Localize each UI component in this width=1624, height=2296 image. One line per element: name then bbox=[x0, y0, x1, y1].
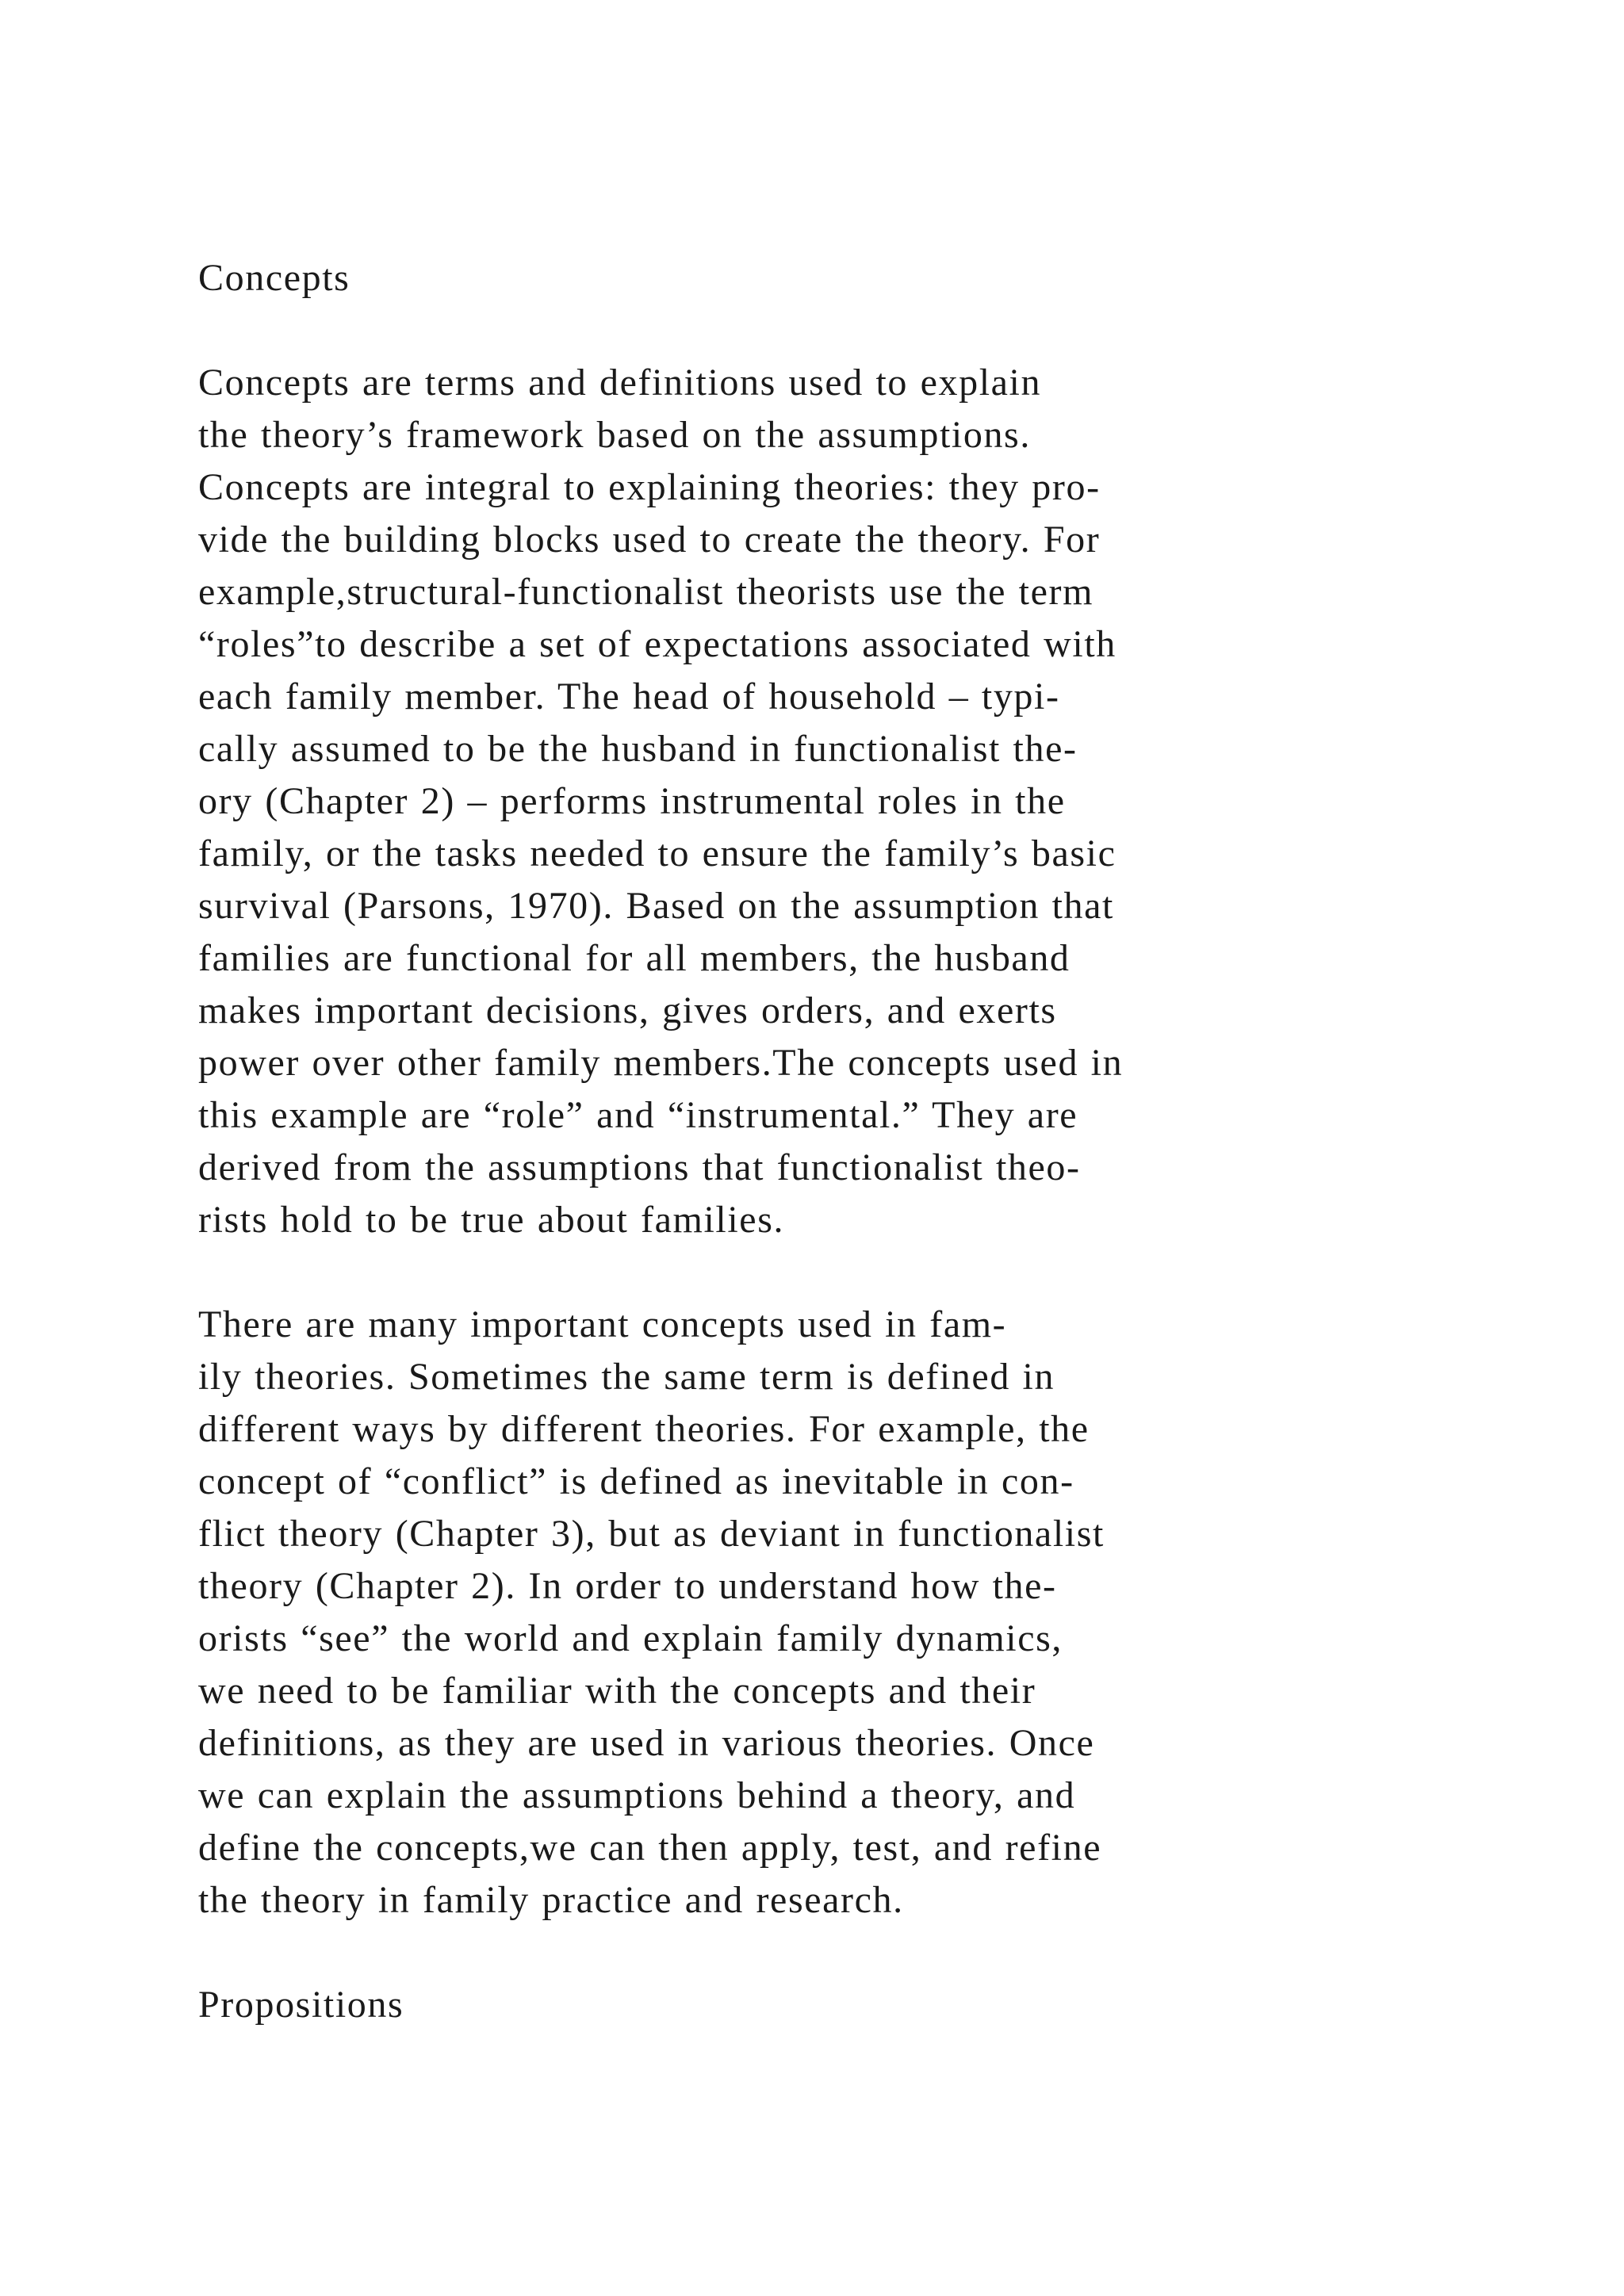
text-line: family, or the tasks needed to ensure the family’s basic bbox=[198, 832, 1116, 874]
text-line: each family member. The head of household – typi- bbox=[198, 675, 1060, 718]
text-line: rists hold to be true about families. bbox=[198, 1199, 785, 1241]
text-line: this example are “role” and “instrumental.” They are bbox=[198, 1094, 1078, 1136]
text-line: concept of “conflict” is defined as inevitable in con- bbox=[198, 1460, 1074, 1502]
text-line: cally assumed to be the husband in functionalist the- bbox=[198, 728, 1078, 770]
text-line: families are functional for all members, the husband bbox=[198, 937, 1071, 979]
text-line: derived from the assumptions that functionalist theo- bbox=[198, 1146, 1081, 1188]
text-line: power over other family members.The concepts used in bbox=[198, 1042, 1124, 1084]
text-line: survival (Parsons, 1970). Based on the assumption that bbox=[198, 885, 1114, 927]
text-line: the theory in family practice and research. bbox=[198, 1879, 904, 1921]
paragraph-gap bbox=[198, 304, 1546, 357]
text-line: ory (Chapter 2) – performs instrumental roles in the bbox=[198, 780, 1066, 822]
paragraph-concepts-definition bbox=[198, 357, 1546, 1246]
text-line: theory (Chapter 2). In order to understand how the- bbox=[198, 1565, 1057, 1607]
section-heading-concepts: Concepts bbox=[198, 257, 350, 299]
text-line: Concepts are integral to explaining theories: they pro- bbox=[198, 466, 1101, 508]
text-line: “roles”to describe a set of expectations associated with bbox=[198, 623, 1116, 665]
paragraph-gap bbox=[198, 1927, 1546, 1979]
text-line: define the concepts,we can then apply, test, and refine bbox=[198, 1827, 1102, 1869]
text-line: example,structural-functionalist theorists use the term bbox=[198, 571, 1094, 613]
text-line: definitions, as they are used in various theories. Once bbox=[198, 1722, 1095, 1764]
document-body bbox=[198, 252, 1546, 2031]
text-line: There are many important concepts used in fam- bbox=[198, 1303, 1007, 1345]
text-line: ily theories. Sometimes the same term is defined in bbox=[198, 1356, 1055, 1398]
text-line: flict theory (Chapter 3), but as deviant in functionalist bbox=[198, 1513, 1105, 1555]
text-line: different ways by different theories. For example, the bbox=[198, 1408, 1090, 1450]
text-line: the theory’s framework based on the assumptions. bbox=[198, 414, 1031, 456]
text-line: we need to be familiar with the concepts and their bbox=[198, 1670, 1036, 1712]
text-line: orists “see” the world and explain family dynamics, bbox=[198, 1617, 1063, 1659]
text-line: we can explain the assumptions behind a theory, and bbox=[198, 1774, 1076, 1816]
text-line: Concepts are terms and definitions used to explain bbox=[198, 362, 1042, 404]
section-heading-propositions: Propositions bbox=[198, 1984, 404, 2026]
text-line: makes important decisions, gives orders, and exerts bbox=[198, 989, 1057, 1031]
text-line: vide the building blocks used to create the theory. For bbox=[198, 519, 1101, 561]
paragraph-concepts-theories bbox=[198, 1299, 1546, 1927]
paragraph-gap bbox=[198, 1246, 1546, 1299]
